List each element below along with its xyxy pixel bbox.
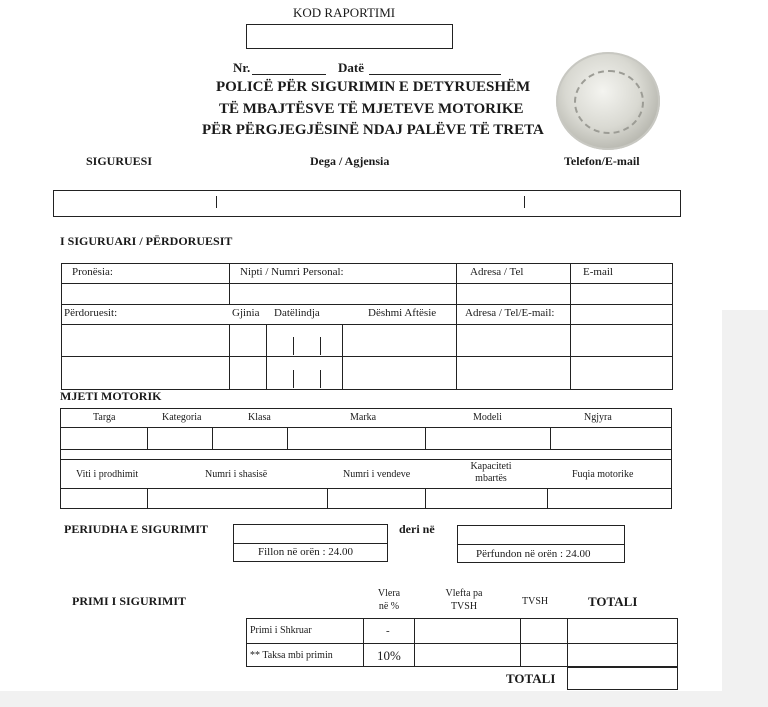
viewer-margin-lower — [722, 310, 768, 707]
insured-vline-2 — [456, 263, 457, 390]
insured-vline-3 — [570, 263, 571, 390]
adresa-tel-email-label: Adresa / Tel/E-mail: — [465, 307, 555, 319]
email-label: E-mail — [583, 266, 613, 278]
col-tvsh-label: TVSH — [522, 596, 549, 607]
vehicle-vline-1 — [147, 427, 148, 449]
nr-label: Nr. — [233, 60, 251, 75]
date-tick-3 — [293, 370, 294, 388]
totali-field[interactable] — [567, 667, 678, 690]
primi-vlera: - — [386, 625, 390, 637]
insured-vline-1b — [229, 324, 230, 390]
vehicle-vline-2 — [212, 427, 213, 449]
period-end-divider — [457, 544, 625, 545]
premium-vline-2 — [414, 618, 415, 667]
insured-section-title: I SIGURUARI / PËRDORUESIT — [60, 234, 233, 248]
perdoruesit-label: Përdoruesit: — [64, 307, 118, 319]
gjinia-label: Gjinia — [232, 307, 260, 319]
insured-vline-1a — [229, 263, 230, 304]
vehicle-hline-1 — [60, 427, 672, 428]
title-line-3: PËR PËRGJEGJËSINË NDAJ PALËVE TË TRETA — [202, 122, 544, 138]
targa-label: Targa — [93, 412, 116, 423]
period-section-title: PERIUDHA E SIGURIMIT — [64, 522, 209, 536]
marka-label: Marka — [350, 412, 377, 423]
title-line-2: TË MBAJTËSVE TË MJETEVE MOTORIKE — [219, 101, 524, 117]
premium-vline-4 — [567, 618, 568, 667]
insured-hline-1 — [61, 283, 673, 284]
date-tick-2 — [320, 337, 321, 355]
col-vlera-label: Vlera në % — [377, 588, 401, 612]
perfundon-label: Përfundon në orën : 24.00 — [476, 548, 591, 560]
kod-raportimi-label: KOD RAPORTIMI — [293, 5, 396, 20]
period-start-divider — [233, 543, 388, 544]
vehicle-vline-3 — [287, 427, 288, 449]
insured-hline-3 — [61, 324, 673, 325]
dega-label: Dega / Agjensia — [310, 154, 390, 168]
premium-section-title: PRIMI I SIGURIMIT — [72, 594, 187, 608]
insured-vline-4 — [266, 324, 267, 390]
totali-label: TOTALI — [506, 671, 556, 686]
vehicle-vline-7 — [327, 488, 328, 509]
insurer-field[interactable] — [53, 190, 681, 217]
siguruesi-label: SIGURUESI — [86, 154, 153, 168]
premium-vline-3 — [520, 618, 521, 667]
taksa-vlera: 10% — [377, 648, 401, 663]
insured-hline-2 — [61, 304, 673, 305]
insurer-divider-2 — [524, 196, 525, 208]
ngjyra-label: Ngjyra — [584, 412, 612, 423]
vehicle-hline-2 — [60, 449, 672, 450]
fuqia-label: Fuqia motorike — [572, 469, 634, 480]
adresa-tel-label: Adresa / Tel — [470, 266, 524, 278]
kapaciteti-label: Kapaciteti mbartës — [470, 461, 512, 484]
date-label: Datë — [338, 60, 364, 75]
vehicle-vline-6 — [147, 488, 148, 509]
vehicle-vline-5 — [550, 427, 551, 449]
date-tick-4 — [320, 370, 321, 388]
kod-raportimi-field[interactable] — [246, 24, 453, 49]
telefon-label: Telefon/E-mail — [564, 154, 640, 168]
primi-shkruar-label: Primi i Shkruar — [250, 625, 312, 636]
date-tick-1 — [293, 337, 294, 355]
official-seal — [556, 52, 660, 150]
vehicle-vline-4 — [425, 427, 426, 449]
klasa-label: Klasa — [248, 412, 271, 423]
seal-emblem — [574, 70, 644, 134]
shasia-label: Numri i shasisë — [205, 469, 268, 480]
insurer-divider-1 — [216, 196, 217, 208]
deri-ne-label: deri në — [399, 522, 435, 536]
nipti-label: Nipti / Numri Personal: — [240, 266, 344, 278]
title-line-1: POLICË PËR SIGURIMIN E DETYRUESHËM — [216, 79, 531, 95]
vehicle-vline-8 — [425, 488, 426, 509]
viewer-bottom-strip — [0, 691, 768, 707]
premium-vline-1 — [363, 618, 364, 667]
deshmi-label: Dëshmi Aftësie — [368, 307, 437, 319]
vehicle-vline-9 — [547, 488, 548, 509]
premium-hline — [246, 643, 678, 644]
insured-hline-4 — [61, 356, 673, 357]
vehicle-hline-3 — [60, 459, 672, 460]
vendeve-label: Numri i vendeve — [343, 469, 411, 480]
col-totali-label: TOTALI — [588, 594, 638, 609]
insured-vline-5 — [342, 324, 343, 390]
fillon-label: Fillon në orën : 24.00 — [258, 546, 354, 558]
vehicle-hline-4 — [60, 488, 672, 489]
taksa-label: ** Taksa mbi primin — [250, 650, 333, 661]
modeli-label: Modeli — [473, 412, 502, 423]
viti-label: Viti i prodhimit — [76, 469, 139, 480]
nr-field[interactable] — [252, 74, 326, 75]
datelindja-label: Datëlindja — [274, 307, 320, 319]
col-vlefta-label: Vlefta pa TVSH — [445, 588, 483, 612]
kategoria-label: Kategoria — [162, 412, 202, 423]
vehicle-section-title: MJETI MOTORIK — [60, 389, 162, 403]
pronesia-label: Pronësia: — [72, 266, 113, 278]
date-field[interactable] — [369, 74, 501, 75]
